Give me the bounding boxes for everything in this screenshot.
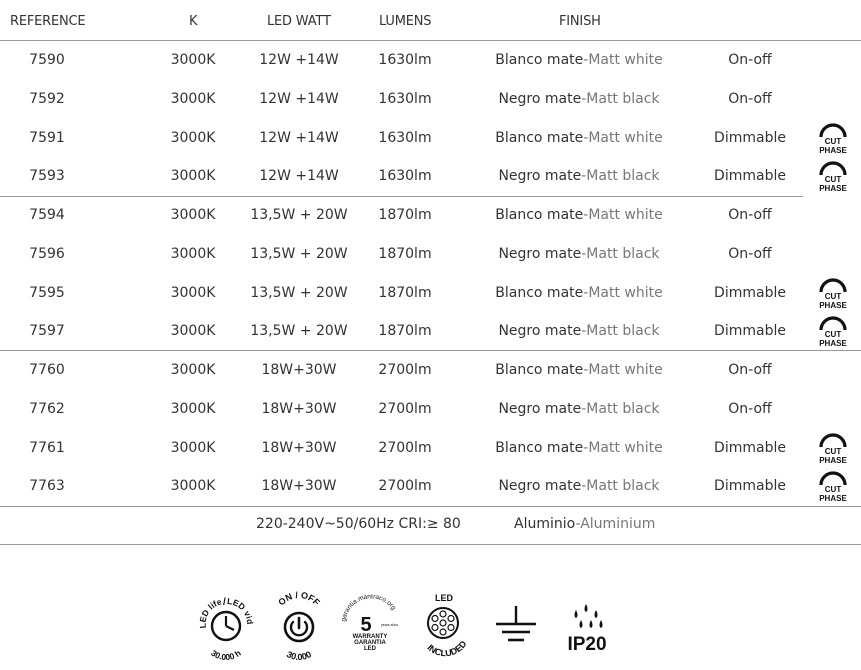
cell-lumens: 1870lm — [378, 245, 432, 262]
on-off-icon — [267, 590, 331, 664]
cell-lumens: 2700lm — [378, 400, 432, 417]
cell-led-watt: 18W+30W — [261, 439, 337, 456]
cell-control: On-off — [728, 245, 772, 262]
cell-control: Dimmable — [714, 284, 786, 301]
finish-separator: - — [581, 478, 587, 495]
cell-led-watt: 12W +14W — [259, 168, 339, 185]
cut-phase-label-line1: CUT — [824, 485, 842, 495]
cut-phase-label-line2: PHASE — [819, 494, 847, 504]
cut-phase-icon — [815, 160, 851, 194]
finish-separator: - — [581, 245, 587, 262]
footer-material — [514, 516, 655, 532]
footer-divider — [0, 544, 861, 545]
cell-color-temp: 3000K — [170, 207, 216, 223]
cut-phase-label-line2: PHASE — [819, 184, 847, 194]
cell-color-temp: 3000K — [170, 439, 216, 456]
cut-phase-label-line2: PHASE — [819, 455, 847, 465]
footer-material-es: Aluminio — [514, 516, 576, 532]
finish-en: Matt white — [588, 52, 663, 68]
cut-phase-icon — [815, 470, 851, 504]
ip-rating-label: IP20 — [567, 634, 607, 655]
cell-color-temp: 3000K — [170, 52, 216, 68]
cut-phase-label-line2: PHASE — [819, 145, 847, 155]
warranty-url: garantia.mantraco.org — [340, 593, 397, 623]
cell-reference: 7591 — [29, 129, 65, 146]
led-life-hours: 30.000 h — [209, 647, 243, 660]
header-divider — [0, 40, 861, 41]
finish-en: Matt white — [588, 362, 663, 378]
cut-phase-label-line1: CUT — [824, 446, 842, 456]
cell-led-watt: 13,5W + 20W — [250, 245, 348, 262]
finish-separator: - — [581, 400, 587, 417]
cell-control: On-off — [728, 90, 772, 107]
header-k: K — [189, 14, 198, 29]
cell-finish — [498, 323, 659, 339]
finish-es: Blanco mate — [495, 284, 584, 301]
finish-es: Blanco mate — [495, 439, 584, 456]
cell-led-watt: 12W +14W — [259, 129, 339, 146]
svg-text:ON / OFF — [276, 590, 322, 608]
cell-finish — [498, 246, 659, 262]
cell-led-watt: 12W +14W — [259, 90, 339, 107]
finish-es: Negro mate — [498, 245, 582, 262]
certification-icons — [0, 590, 861, 670]
table-row — [0, 313, 861, 351]
finish-es: Negro mate — [498, 478, 582, 495]
header-led-watt: LED WATT — [267, 14, 331, 29]
finish-en: Matt black — [586, 400, 660, 417]
cut-phase-icon — [815, 277, 851, 311]
finish-en: Matt white — [588, 439, 663, 456]
finish-en: Matt black — [586, 168, 660, 185]
cell-color-temp: 3000K — [170, 400, 216, 417]
cell-led-watt: 18W+30W — [261, 400, 337, 417]
cell-finish — [498, 91, 659, 107]
table-row — [0, 468, 861, 506]
finish-separator: - — [583, 52, 589, 68]
cell-led-watt: 18W+30W — [261, 362, 337, 378]
cell-control: Dimmable — [714, 168, 786, 185]
cell-color-temp: 3000K — [170, 478, 216, 495]
finish-es: Negro mate — [498, 90, 582, 107]
ip20-icon — [560, 590, 616, 664]
cell-color-temp: 3000K — [170, 245, 216, 262]
cell-reference: 7761 — [29, 439, 65, 456]
footer-material-en: Aluminium — [580, 516, 656, 532]
cell-control: On-off — [728, 362, 772, 378]
cell-finish — [495, 285, 662, 301]
header-finish: FINISH — [559, 14, 601, 29]
finish-en: Matt black — [586, 323, 660, 340]
cell-finish — [498, 401, 659, 417]
finish-en: Matt white — [588, 284, 663, 301]
cell-control: Dimmable — [714, 129, 786, 146]
cell-reference: 7595 — [29, 284, 65, 301]
finish-es: Negro mate — [498, 400, 582, 417]
cell-color-temp: 3000K — [170, 284, 216, 301]
warranty-line2: GARANTIA — [354, 640, 386, 646]
finish-separator: - — [583, 129, 589, 146]
cell-control: Dimmable — [714, 478, 786, 495]
cell-finish — [498, 168, 659, 184]
cut-phase-icon — [815, 315, 851, 349]
led-life-arc-left: LED life — [197, 596, 223, 629]
cell-lumens: 1870lm — [378, 323, 432, 340]
on-off-top-label: ON / OFF — [276, 590, 322, 608]
warranty-line3: LED — [364, 646, 376, 652]
finish-es: Blanco mate — [495, 362, 584, 378]
cell-reference: 7592 — [29, 90, 65, 107]
warranty-icon — [338, 590, 402, 664]
header-lumens: LUMENS — [379, 14, 432, 29]
cell-led-watt: 13,5W + 20W — [250, 284, 348, 301]
finish-en: Matt white — [588, 207, 663, 223]
finish-es: Negro mate — [498, 168, 582, 185]
cell-reference: 7590 — [29, 52, 65, 68]
warranty-years: years años — [381, 623, 399, 627]
cell-reference: 7593 — [29, 168, 65, 185]
led-life-icon — [194, 590, 258, 664]
table-row — [0, 81, 861, 119]
finish-en: Matt white — [588, 129, 663, 146]
finish-separator: - — [581, 90, 587, 107]
footer-material-sep: - — [575, 516, 581, 532]
header-reference: REFERENCE — [10, 14, 86, 29]
on-off-bottom-label: 30.000 — [284, 649, 314, 660]
led-included-top: LED — [435, 593, 453, 603]
cell-lumens: 2700lm — [378, 478, 432, 495]
cell-reference: 7594 — [29, 207, 65, 223]
cell-finish — [495, 440, 662, 456]
footer-voltage: 220-240V~50/60Hz CRI:≥ 80 — [256, 516, 461, 532]
table-row — [0, 197, 861, 235]
cell-color-temp: 3000K — [170, 362, 216, 378]
cut-phase-label-line1: CUT — [824, 291, 842, 301]
warranty-number: 5 — [360, 614, 372, 636]
table-row — [0, 158, 861, 196]
cell-led-watt: 12W +14W — [259, 52, 339, 68]
table-row — [0, 236, 861, 274]
cell-reference: 7596 — [29, 245, 65, 262]
cell-finish — [495, 130, 662, 146]
cell-led-watt: 18W+30W — [261, 478, 337, 495]
finish-separator: - — [581, 323, 587, 340]
table-row — [0, 391, 861, 429]
cell-color-temp: 3000K — [170, 90, 216, 107]
finish-separator: - — [583, 207, 589, 223]
cell-finish — [495, 52, 662, 68]
led-included-bottom: INCLUDED — [425, 638, 469, 659]
cell-lumens: 2700lm — [378, 439, 432, 456]
cell-lumens: 1630lm — [378, 52, 432, 68]
cell-color-temp: 3000K — [170, 323, 216, 340]
cell-lumens: 1870lm — [378, 284, 432, 301]
cell-finish — [495, 207, 662, 223]
cut-phase-icon — [815, 122, 851, 156]
warranty-line1: WARRANTY — [352, 634, 388, 640]
cell-lumens: 2700lm — [378, 362, 432, 378]
cell-reference: 7763 — [29, 478, 65, 495]
cell-finish — [498, 478, 659, 494]
cut-phase-label-line1: CUT — [824, 175, 842, 185]
cell-lumens: 1630lm — [378, 168, 432, 185]
table-row — [0, 42, 861, 80]
cell-finish — [495, 362, 662, 378]
cut-phase-label-line1: CUT — [824, 136, 842, 146]
table-row — [0, 430, 861, 468]
cell-led-watt: 13,5W + 20W — [250, 323, 348, 340]
cell-control: Dimmable — [714, 323, 786, 340]
led-included-icon — [412, 590, 476, 664]
cell-reference: 7597 — [29, 323, 65, 340]
cell-control: Dimmable — [714, 439, 786, 456]
finish-es: Blanco mate — [495, 52, 584, 68]
finish-es: Blanco mate — [495, 207, 584, 223]
cell-color-temp: 3000K — [170, 129, 216, 146]
cell-control: On-off — [728, 52, 772, 68]
ground-icon — [490, 590, 542, 664]
cut-phase-label-line2: PHASE — [819, 300, 847, 310]
svg-text:30.000 h — [209, 648, 242, 660]
cut-phase-label-line2: PHASE — [819, 339, 847, 349]
finish-separator: - — [583, 284, 589, 301]
cell-reference: 7762 — [29, 400, 65, 417]
svg-text:30.000 — [285, 649, 313, 660]
finish-es: Blanco mate — [495, 129, 584, 146]
finish-separator: - — [583, 439, 589, 456]
cell-color-temp: 3000K — [170, 168, 216, 185]
finish-es: Negro mate — [498, 323, 582, 340]
svg-text:INCLUDED — [425, 638, 469, 658]
cell-control: On-off — [728, 400, 772, 417]
finish-en: Matt black — [586, 245, 660, 262]
cut-phase-icon — [815, 432, 851, 466]
led-life-arc-right: LED vid — [226, 595, 256, 625]
table-row — [0, 352, 861, 390]
table-row — [0, 275, 861, 313]
cell-lumens: 1870lm — [378, 207, 432, 223]
cell-control: On-off — [728, 207, 772, 223]
finish-en: Matt black — [586, 90, 660, 107]
finish-separator: - — [581, 168, 587, 185]
led-life-arc-sep: / — [223, 597, 226, 608]
cell-lumens: 1630lm — [378, 90, 432, 107]
cell-reference: 7760 — [29, 362, 65, 378]
finish-en: Matt black — [586, 478, 660, 495]
cut-phase-label-line1: CUT — [824, 330, 842, 340]
table-row — [0, 120, 861, 158]
finish-separator: - — [583, 362, 589, 378]
cell-led-watt: 13,5W + 20W — [250, 207, 348, 223]
cell-lumens: 1630lm — [378, 129, 432, 146]
